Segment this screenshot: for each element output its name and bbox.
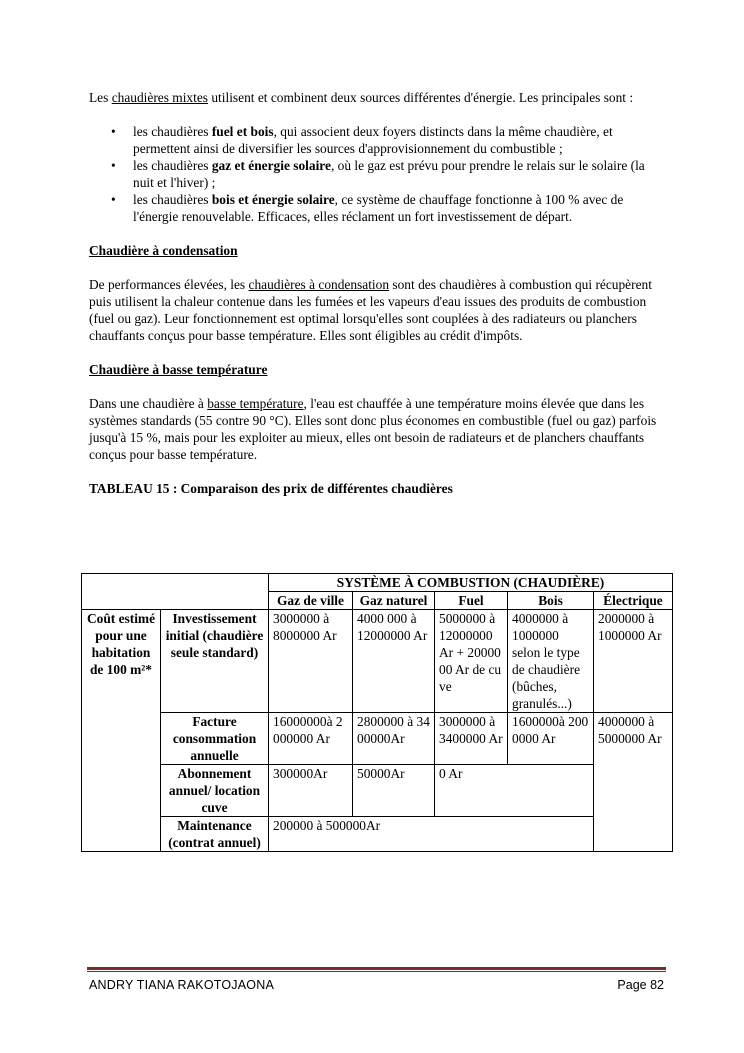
footer-author: ANDRY TIANA RAKOTOJAONA [89, 978, 274, 992]
condensation-text-pre: De performances élevées, les [89, 277, 249, 292]
cell-facture-bois: 1600000à 2000000 Ar [508, 713, 594, 765]
footer-rule-thin [87, 971, 666, 972]
table-corner-cell [82, 574, 269, 610]
condensation-paragraph [89, 276, 667, 344]
basse-temperature-heading [89, 361, 667, 378]
list-item-pre: les chaudières [133, 192, 212, 207]
condensation-heading-text: Chaudière à condensation [89, 243, 238, 258]
cell-investissement-fuel: 5000000 à 12000000 Ar + 2000000 Ar de cuve [435, 610, 508, 713]
chaudieres-mixtes-link[interactable]: chaudières mixtes [111, 90, 208, 105]
cell-abonnement-fuel-bois: 0 Ar [435, 765, 594, 817]
cell-facture-electrique: 4000000 à 5000000 Ar [594, 713, 673, 852]
basse-text-pre: Dans une chaudière à [89, 396, 208, 411]
intro-text-pre: Les [89, 90, 112, 105]
chaudieres-condensation-link[interactable]: chaudières à condensation [248, 277, 390, 292]
row-label-investissement: Investissement initial (chaudière seule standard) [161, 610, 269, 713]
table-row [82, 610, 673, 713]
condensation-text-post: sont des chaudières à combustion qui récupèrent puis utilisent la chaleur contenue dans les fumées et les vapeurs d'eau issues des produits de combustion (fuel ou gaz). Leur fonctionnement est optimal lorsqu'elles sont couplées à des radiateurs ou planchers chauffants conçus pour basse température. Elles sont éligibles au crédit d'impôts. [89, 277, 652, 343]
row-label-maintenance: Maintenance (contrat annuel) [161, 817, 269, 852]
table-caption: TABLEAU 15 : Comparaison des prix de différentes chaudières [89, 481, 453, 496]
col-header-fuel: Fuel [435, 592, 508, 610]
cell-investissement-gaz-ville: 3000000 à 8000000 Ar [269, 610, 353, 713]
table-row [82, 713, 673, 765]
basse-temperature-link[interactable]: basse température [207, 396, 304, 411]
col-header-gaz-naturel: Gaz naturel [353, 592, 435, 610]
intro-text-post: utilisent et combinent deux sources différentes d'énergie. Les principales sont : [208, 90, 634, 105]
cell-abonnement-gaz-ville: 300000Ar [269, 765, 353, 817]
intro-paragraph [89, 89, 667, 106]
list-item-pre: les chaudières [133, 124, 212, 139]
list-item-post: , où le gaz est prévu pour prendre le relais sur le solaire (la nuit et l'hiver) ; [133, 158, 645, 190]
col-header-bois: Bois [508, 592, 594, 610]
list-item [133, 157, 667, 191]
table-row [82, 574, 673, 592]
boiler-price-table [81, 573, 673, 852]
row-group-label: Coût estimé pour une habitation de 100 m²* [82, 610, 161, 852]
table-row [82, 765, 673, 817]
cell-facture-fuel: 3000000 à 3400000 Ar [435, 713, 508, 765]
mixed-boilers-list [89, 123, 667, 225]
list-item-post: , qui associent deux foyers distincts dans la même chaudière, et permettent ainsi de diversifier les sources d'approvisionnement du combustible ; [133, 124, 613, 156]
list-item-bold: fuel et bois [211, 124, 274, 139]
page-number: Page 82 [617, 978, 664, 992]
system-header: SYSTÈME À COMBUSTION (CHAUDIÈRE) [269, 574, 673, 592]
table-row [82, 817, 673, 852]
list-item-post: , ce système de chauffage fonctionne à 100 % avec de l'énergie renouvelable. Efficaces, elles réclament un fort investissement de départ. [133, 192, 624, 224]
list-item-bold: bois et énergie solaire [211, 192, 335, 207]
footer-rule [87, 967, 666, 970]
cell-abonnement-gaz-naturel: 50000Ar [353, 765, 435, 817]
basse-temperature-heading-text: Chaudière à basse température [89, 362, 268, 377]
list-item [133, 123, 667, 157]
page-body [89, 89, 667, 511]
col-header-gaz-ville: Gaz de ville [269, 592, 353, 610]
cell-maintenance: 200000 à 500000Ar [269, 817, 594, 852]
condensation-heading [89, 242, 667, 259]
row-label-abonnement: Abonnement annuel/ location cuve [161, 765, 269, 817]
basse-temperature-paragraph [89, 395, 667, 463]
cell-facture-gaz-ville: 16000000à 2000000 Ar [269, 713, 353, 765]
cell-facture-gaz-naturel: 2800000 à 3400000Ar [353, 713, 435, 765]
row-label-facture: Facture consommation annuelle [161, 713, 269, 765]
list-item-pre: les chaudières [133, 158, 212, 173]
col-header-electrique: Électrique [594, 592, 673, 610]
list-item-bold: gaz et énergie solaire [211, 158, 331, 173]
basse-text-post: , l'eau est chauffée à une température moins élevée que dans les systèmes standards (55 contre 90 °C). Elles sont donc plus économes en combustible (fuel ou gaz) parfois jusqu'à 15 %, mais pour les exploiter au mieux, elles ont besoin de radiateurs et de planchers chauffants conçus pour basse température. [89, 396, 657, 462]
list-item [133, 191, 667, 225]
cell-investissement-gaz-naturel: 4000 000 à 12000000 Ar [353, 610, 435, 713]
cell-investissement-bois: 4000000 à 1000000 selon le type de chaudière (bûches, granulés...) [508, 610, 594, 713]
cell-investissement-electrique: 2000000 à 1000000 Ar [594, 610, 673, 713]
